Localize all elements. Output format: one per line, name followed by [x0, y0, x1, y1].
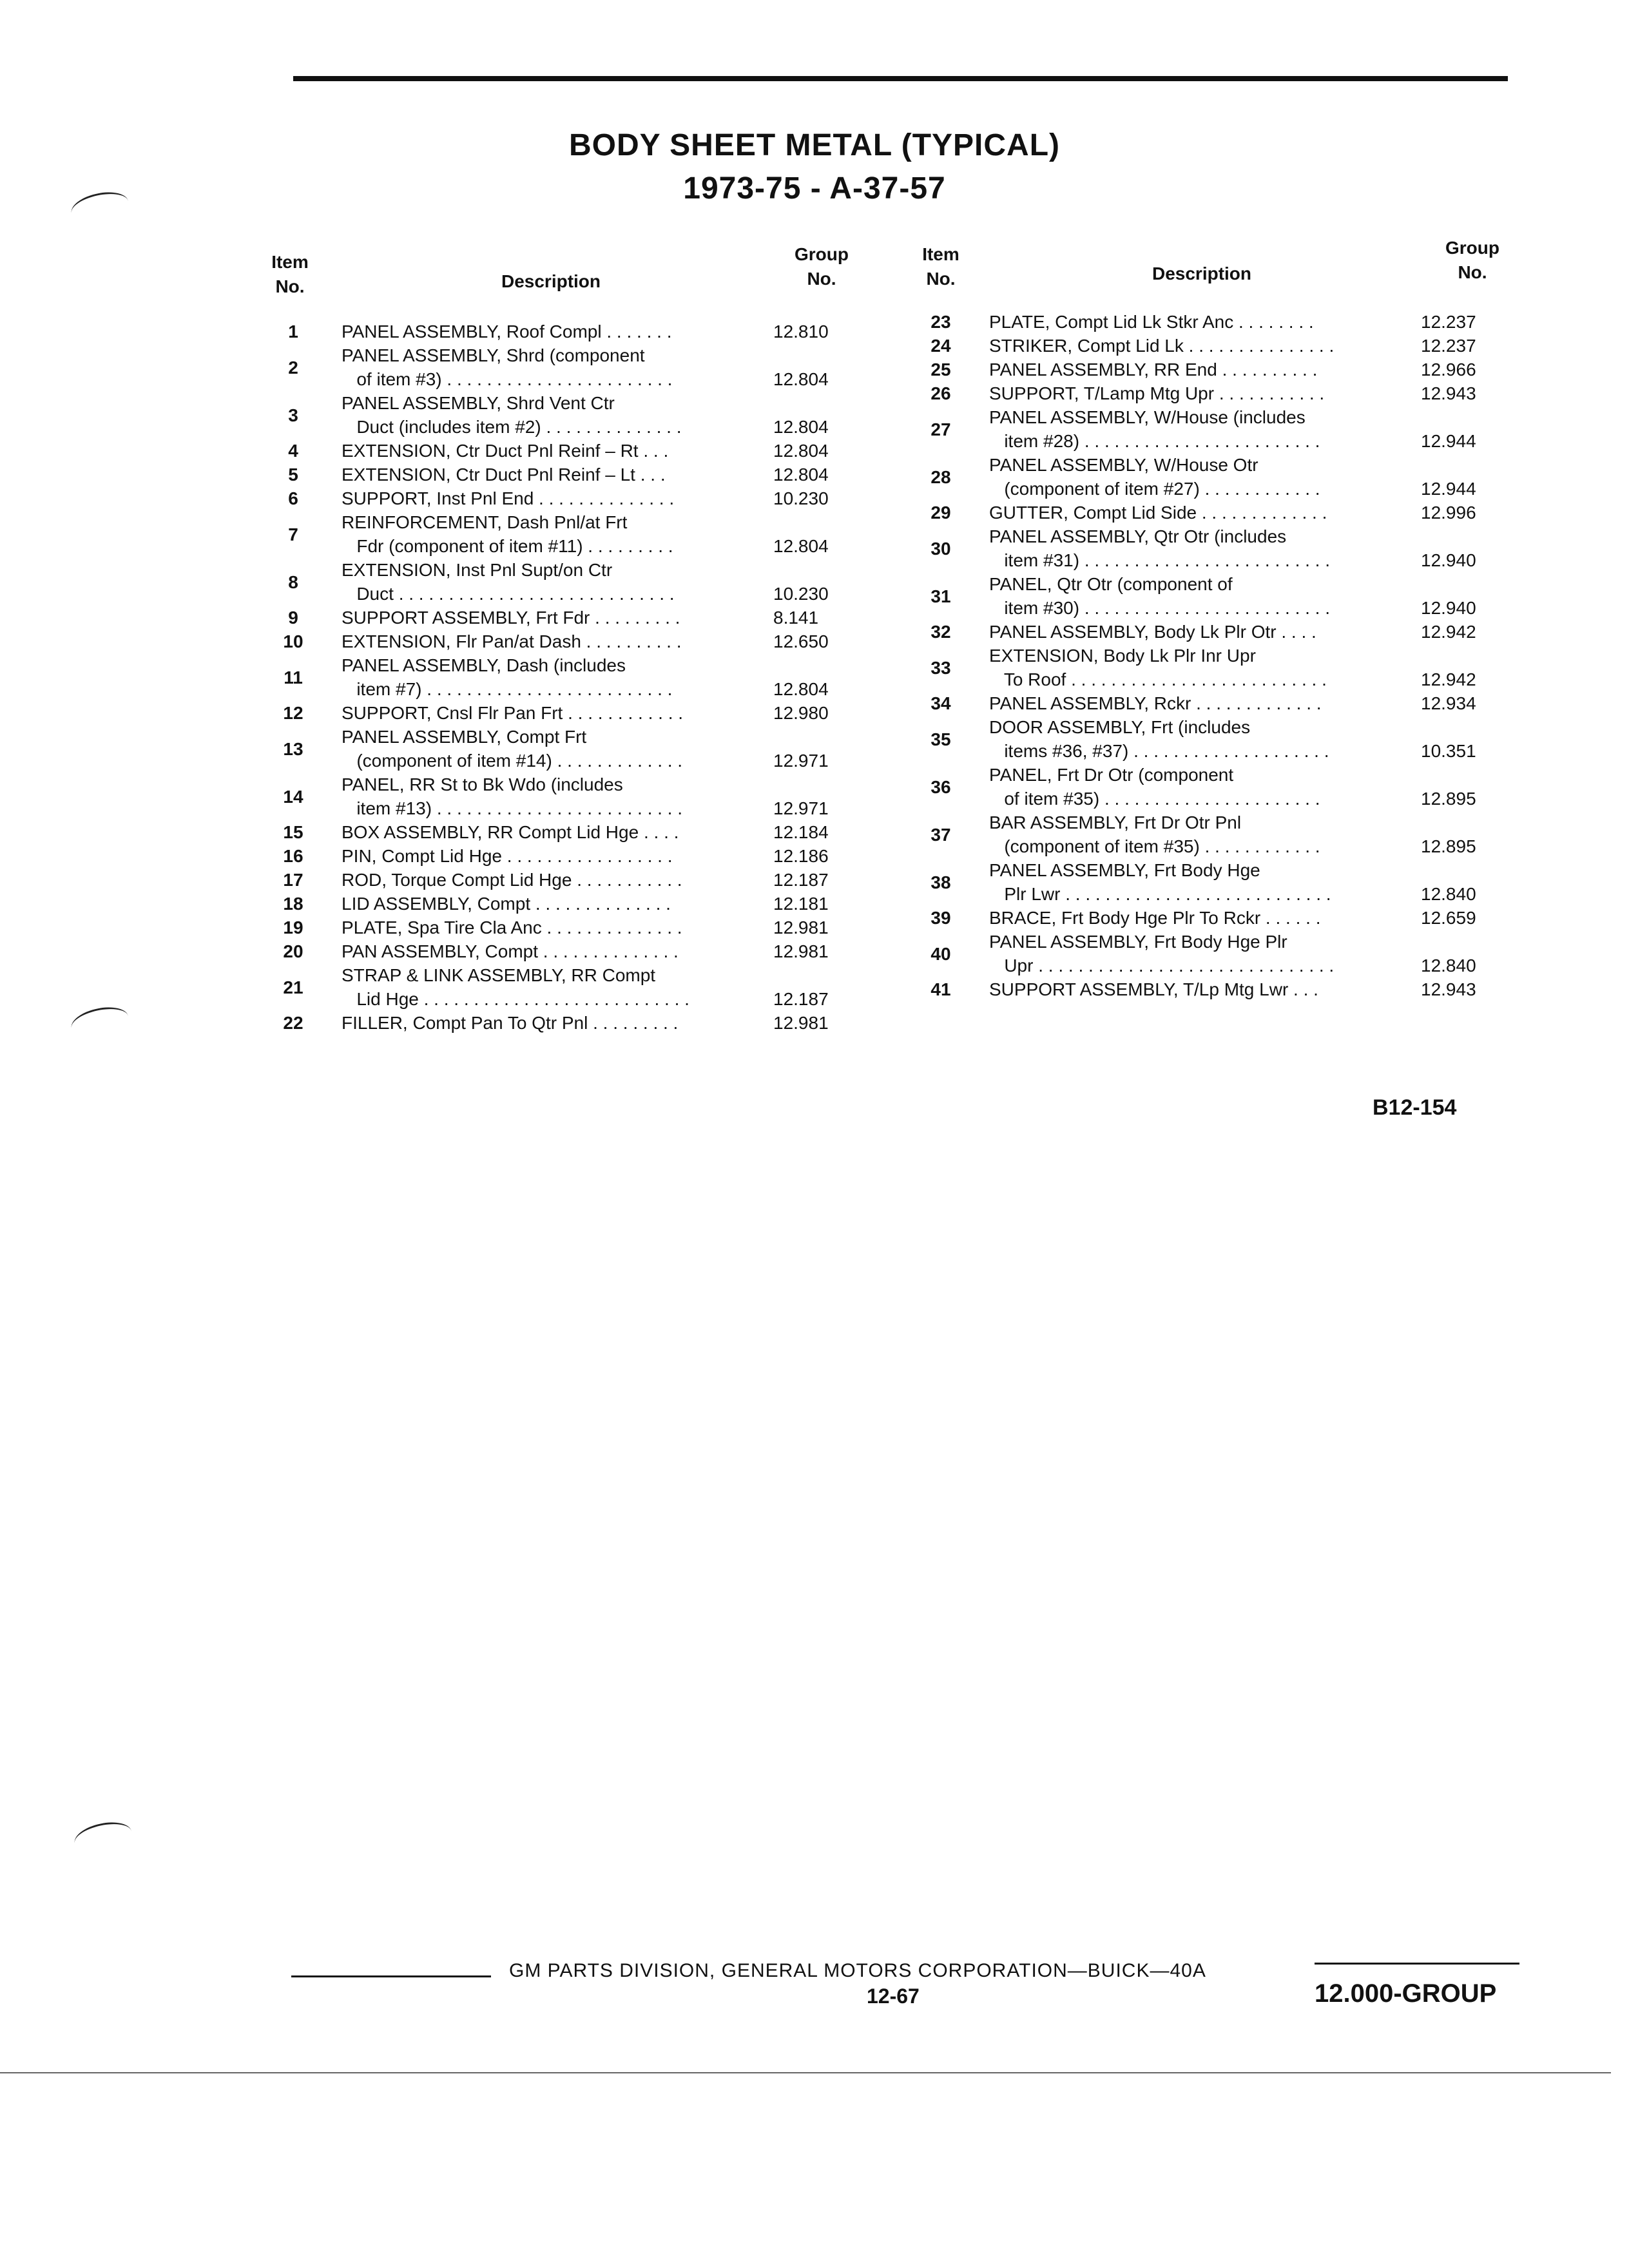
item-group-number: 12.650	[773, 631, 829, 651]
parts-row	[918, 858, 1563, 906]
right-group-no-header: Group No.	[1445, 238, 1499, 282]
item-group-number: 12.944	[1421, 431, 1476, 451]
item-group-number: 12.942	[1421, 622, 1476, 642]
item-group-number: 12.966	[1421, 360, 1476, 380]
item-number: 41	[930, 979, 951, 999]
item-group-number: 12.181	[773, 894, 829, 914]
item-description: item #31) . . . . . . . . . . . . . . . . . . . . . . . . .	[989, 550, 1331, 570]
item-description: of item #35) . . . . . . . . . . . . . . . . . . . . . .	[989, 789, 1320, 809]
parts-row	[918, 334, 1563, 358]
left-item-no-header: Item No.	[271, 252, 309, 296]
item-number: 32	[930, 622, 951, 642]
item-number: 22	[283, 1013, 304, 1033]
parts-row	[918, 620, 1563, 644]
parts-row	[918, 811, 1563, 858]
parts-row	[271, 773, 915, 820]
item-description: EXTENSION, Ctr Duct Pnl Reinf – Lt . . .	[342, 465, 666, 485]
item-group-number: 12.840	[1421, 956, 1476, 975]
item-group-number: 12.895	[1421, 836, 1476, 856]
parts-row	[271, 939, 915, 963]
item-group-number: 12.804	[773, 536, 829, 556]
parts-row	[918, 453, 1563, 501]
item-description: PANEL ASSEMBLY, Frt Body Hge	[989, 860, 1260, 880]
item-group-number: 10.351	[1421, 741, 1476, 761]
item-number: 7	[288, 524, 298, 544]
item-number: 38	[930, 872, 951, 892]
parts-row	[271, 820, 915, 844]
item-group-number: 12.804	[773, 679, 829, 699]
item-description: PANEL ASSEMBLY, Shrd (component	[342, 345, 645, 365]
item-description: SUPPORT ASSEMBLY, Frt Fdr . . . . . . . . .	[342, 608, 680, 628]
item-description: BOX ASSEMBLY, RR Compt Lid Hge . . . .	[342, 822, 679, 842]
item-description: PANEL ASSEMBLY, Rckr . . . . . . . . . . . . .	[989, 693, 1322, 713]
item-description: PANEL ASSEMBLY, W/House Otr	[989, 455, 1258, 475]
parts-row	[271, 916, 915, 939]
item-number: 12	[283, 703, 304, 723]
item-group-number: 8.141	[773, 608, 819, 628]
parts-row	[271, 1011, 915, 1035]
item-number: 37	[930, 824, 951, 845]
item-description: Lid Hge . . . . . . . . . . . . . . . . . . . . . . . . . . .	[342, 989, 689, 1009]
item-number: 14	[283, 786, 304, 807]
parts-row	[271, 463, 915, 486]
top-rule	[293, 76, 1508, 81]
footer-page-number: 12-67	[867, 1984, 920, 2008]
item-description: Upr . . . . . . . . . . . . . . . . . . . . . . . . . . . . . .	[989, 956, 1335, 975]
item-description: SUPPORT ASSEMBLY, T/Lp Mtg Lwr . . .	[989, 979, 1318, 999]
left-description-header: Description	[501, 271, 601, 291]
parts-row	[918, 358, 1563, 381]
item-number: 29	[930, 503, 951, 523]
parts-row	[918, 310, 1563, 334]
item-description: PANEL ASSEMBLY, Frt Body Hge Plr	[989, 932, 1287, 952]
parts-row	[271, 892, 915, 916]
item-group-number: 10.230	[773, 488, 829, 508]
parts-row	[271, 725, 915, 773]
item-description: Plr Lwr . . . . . . . . . . . . . . . . . . . . . . . . . . .	[989, 884, 1331, 904]
item-description: PANEL ASSEMBLY, Compt Frt	[342, 727, 587, 747]
footer-rule-right	[1315, 1963, 1519, 1965]
item-group-number: 12.187	[773, 870, 829, 890]
item-description: SUPPORT, Inst Pnl End . . . . . . . . . . . . . .	[342, 488, 675, 508]
item-group-number: 12.804	[773, 417, 829, 437]
item-number: 30	[930, 538, 951, 559]
item-number: 39	[930, 908, 951, 928]
item-group-number: 12.804	[773, 369, 829, 389]
item-group-number: 12.804	[773, 441, 829, 461]
item-description: PANEL ASSEMBLY, W/House (includes	[989, 407, 1306, 427]
parts-row	[271, 606, 915, 629]
item-description: (component of item #14) . . . . . . . . . . . . .	[342, 751, 683, 771]
item-description: PANEL ASSEMBLY, RR End . . . . . . . . . .	[989, 360, 1318, 380]
item-description: EXTENSION, Flr Pan/at Dash . . . . . . . . . .	[342, 631, 682, 651]
item-description: (component of item #35) . . . . . . . . . . . .	[989, 836, 1320, 856]
parts-row	[271, 868, 915, 892]
plate-id: B12-154	[1373, 1095, 1457, 1120]
item-description: PLATE, Spa Tire Cla Anc . . . . . . . . . . . . . .	[342, 918, 682, 937]
parts-row	[271, 963, 915, 1011]
item-description: item #30) . . . . . . . . . . . . . . . . . . . . . . . . .	[989, 598, 1331, 618]
margin-mark	[72, 1818, 135, 1857]
item-description: PANEL, Qtr Otr (component of	[989, 574, 1233, 594]
item-group-number: 12.944	[1421, 479, 1476, 499]
item-description: item #28) . . . . . . . . . . . . . . . . . . . . . . . .	[989, 431, 1320, 451]
item-number: 33	[930, 657, 951, 678]
item-description: To Roof . . . . . . . . . . . . . . . . . . . . . . . . . .	[989, 669, 1327, 689]
item-group-number: 12.940	[1421, 598, 1476, 618]
item-number: 40	[930, 943, 951, 964]
item-description: GUTTER, Compt Lid Side . . . . . . . . . . . . .	[989, 503, 1327, 523]
item-description: STRAP & LINK ASSEMBLY, RR Compt	[342, 965, 656, 985]
parts-row	[271, 510, 915, 558]
parts-row	[918, 930, 1563, 977]
right-description-header: Description	[1152, 264, 1252, 284]
parts-row	[271, 343, 915, 391]
item-group-number: 12.943	[1421, 383, 1476, 403]
item-group-number: 12.237	[1421, 336, 1476, 356]
item-number: 6	[288, 488, 298, 508]
item-number: 20	[283, 941, 304, 961]
item-description: FILLER, Compt Pan To Qtr Pnl . . . . . . . . .	[342, 1013, 679, 1033]
footer-rule-left	[291, 1975, 491, 1977]
item-description: ROD, Torque Compt Lid Hge . . . . . . . . . . .	[342, 870, 682, 890]
item-number: 16	[283, 846, 304, 866]
item-number: 28	[930, 466, 951, 487]
parts-row	[918, 501, 1563, 524]
item-group-number: 12.996	[1421, 503, 1476, 523]
parts-row	[271, 558, 915, 606]
item-number: 3	[288, 405, 298, 425]
item-number: 23	[930, 312, 951, 332]
item-number: 18	[283, 894, 304, 914]
parts-row	[918, 977, 1563, 1001]
item-group-number: 12.840	[1421, 884, 1476, 904]
item-description: SUPPORT, Cnsl Flr Pan Frt . . . . . . . . . . . .	[342, 703, 684, 723]
item-description: DOOR ASSEMBLY, Frt (includes	[989, 717, 1251, 737]
item-group-number: 12.971	[773, 751, 829, 771]
item-number: 4	[288, 441, 298, 461]
item-number: 13	[283, 738, 304, 759]
item-group-number: 12.895	[1421, 789, 1476, 809]
item-number: 34	[930, 693, 951, 713]
parts-row	[271, 653, 915, 701]
item-group-number: 12.187	[773, 989, 829, 1009]
item-group-number: 12.804	[773, 465, 829, 485]
footer-division: GM PARTS DIVISION, GENERAL MOTORS CORPORATION—BUICK—40A	[509, 1960, 1206, 1981]
item-group-number: 12.981	[773, 918, 829, 937]
item-group-number: 12.942	[1421, 669, 1476, 689]
item-group-number: 12.810	[773, 322, 829, 341]
item-group-number: 12.237	[1421, 312, 1476, 332]
item-number: 5	[288, 465, 298, 485]
item-number: 19	[283, 918, 304, 937]
item-description: SUPPORT, T/Lamp Mtg Upr . . . . . . . . . . .	[989, 383, 1325, 403]
item-description: PANEL ASSEMBLY, Body Lk Plr Otr . . . .	[989, 622, 1316, 642]
item-description: of item #3) . . . . . . . . . . . . . . . . . . . . . . .	[342, 369, 673, 389]
item-description: EXTENSION, Body Lk Plr Inr Upr	[989, 646, 1256, 666]
item-description: EXTENSION, Inst Pnl Supt/on Ctr	[342, 560, 613, 580]
bottom-scan-line	[0, 2072, 1611, 2073]
item-description: PANEL ASSEMBLY, Dash (includes	[342, 655, 626, 675]
item-description: Fdr (component of item #11) . . . . . . . . .	[342, 536, 673, 556]
parts-row	[271, 844, 915, 868]
parts-row	[918, 572, 1563, 620]
left-group-no-header: Group No.	[795, 244, 849, 289]
parts-row	[271, 320, 915, 343]
item-description: Duct . . . . . . . . . . . . . . . . . . . . . . . . . . . .	[342, 584, 675, 604]
item-description: item #13) . . . . . . . . . . . . . . . . . . . . . . . . .	[342, 798, 683, 818]
item-description: items #36, #37) . . . . . . . . . . . . . . . . . . . .	[989, 741, 1329, 761]
page-title: BODY SHEET METAL (TYPICAL)	[568, 128, 1061, 162]
item-number: 36	[930, 776, 951, 797]
parts-row	[271, 701, 915, 725]
page-subtitle: 1973-75 - A-37-57	[683, 171, 946, 206]
item-number: 17	[283, 870, 304, 890]
item-description: PANEL ASSEMBLY, Qtr Otr (includes	[989, 526, 1287, 546]
right-item-no-header: Item No.	[922, 244, 959, 289]
item-description: LID ASSEMBLY, Compt . . . . . . . . . . . . . .	[342, 894, 671, 914]
parts-row	[918, 524, 1563, 572]
parts-row	[918, 763, 1563, 811]
item-group-number: 12.981	[773, 1013, 829, 1033]
item-number: 31	[930, 586, 951, 606]
item-number: 9	[288, 608, 298, 628]
item-description: PANEL, Frt Dr Otr (component	[989, 765, 1234, 785]
item-number: 35	[930, 729, 951, 749]
item-description: EXTENSION, Ctr Duct Pnl Reinf – Rt . . .	[342, 441, 669, 461]
parts-row	[918, 906, 1563, 930]
item-description: STRIKER, Compt Lid Lk . . . . . . . . . . . . . . .	[989, 336, 1335, 356]
item-group-number: 12.940	[1421, 550, 1476, 570]
item-number: 2	[288, 357, 298, 378]
item-group-number: 12.934	[1421, 693, 1476, 713]
item-number: 1	[288, 322, 298, 341]
item-number: 25	[930, 360, 951, 380]
item-number: 27	[930, 419, 951, 439]
item-description: BRACE, Frt Body Hge Plr To Rckr . . . . . .	[989, 908, 1321, 928]
item-description: PANEL ASSEMBLY, Roof Compl . . . . . . .	[342, 322, 672, 341]
parts-row	[918, 644, 1563, 691]
item-description: PANEL ASSEMBLY, Shrd Vent Ctr	[342, 393, 615, 413]
item-group-number: 10.230	[773, 584, 829, 604]
item-description: BAR ASSEMBLY, Frt Dr Otr Pnl	[989, 812, 1242, 832]
parts-row	[918, 691, 1563, 715]
parts-row	[271, 629, 915, 653]
parts-row	[271, 391, 915, 439]
item-group-number: 12.981	[773, 941, 829, 961]
item-description: PIN, Compt Lid Hge . . . . . . . . . . . . . . . . .	[342, 846, 673, 866]
item-description: (component of item #27) . . . . . . . . . . . .	[989, 479, 1320, 499]
item-group-number: 12.659	[1421, 908, 1476, 928]
parts-row	[918, 715, 1563, 763]
item-group-number: 12.186	[773, 846, 829, 866]
parts-row	[271, 486, 915, 510]
footer-group-label: 12.000-GROUP	[1315, 1979, 1497, 2008]
item-group-number: 12.980	[773, 703, 829, 723]
item-description: PAN ASSEMBLY, Compt . . . . . . . . . . . . . .	[342, 941, 679, 961]
item-number: 26	[930, 383, 951, 403]
item-number: 11	[284, 667, 303, 687]
item-description: REINFORCEMENT, Dash Pnl/at Frt	[342, 512, 628, 532]
item-description: PLATE, Compt Lid Lk Stkr Anc . . . . . . . .	[989, 312, 1314, 332]
item-number: 15	[283, 822, 304, 842]
item-number: 10	[283, 631, 304, 651]
item-description: item #7) . . . . . . . . . . . . . . . . . . . . . . . . .	[342, 679, 673, 699]
item-group-number: 12.971	[773, 798, 829, 818]
item-number: 21	[283, 977, 304, 997]
item-group-number: 12.184	[773, 822, 829, 842]
item-group-number: 12.943	[1421, 979, 1476, 999]
item-description: PANEL, RR St to Bk Wdo (includes	[342, 774, 623, 794]
margin-mark	[69, 1003, 131, 1042]
parts-row	[918, 405, 1563, 453]
parts-row	[918, 381, 1563, 405]
item-number: 24	[930, 336, 951, 356]
item-number: 8	[288, 572, 298, 592]
parts-row	[271, 439, 915, 463]
item-description: Duct (includes item #2) . . . . . . . . . . . . . .	[342, 417, 682, 437]
